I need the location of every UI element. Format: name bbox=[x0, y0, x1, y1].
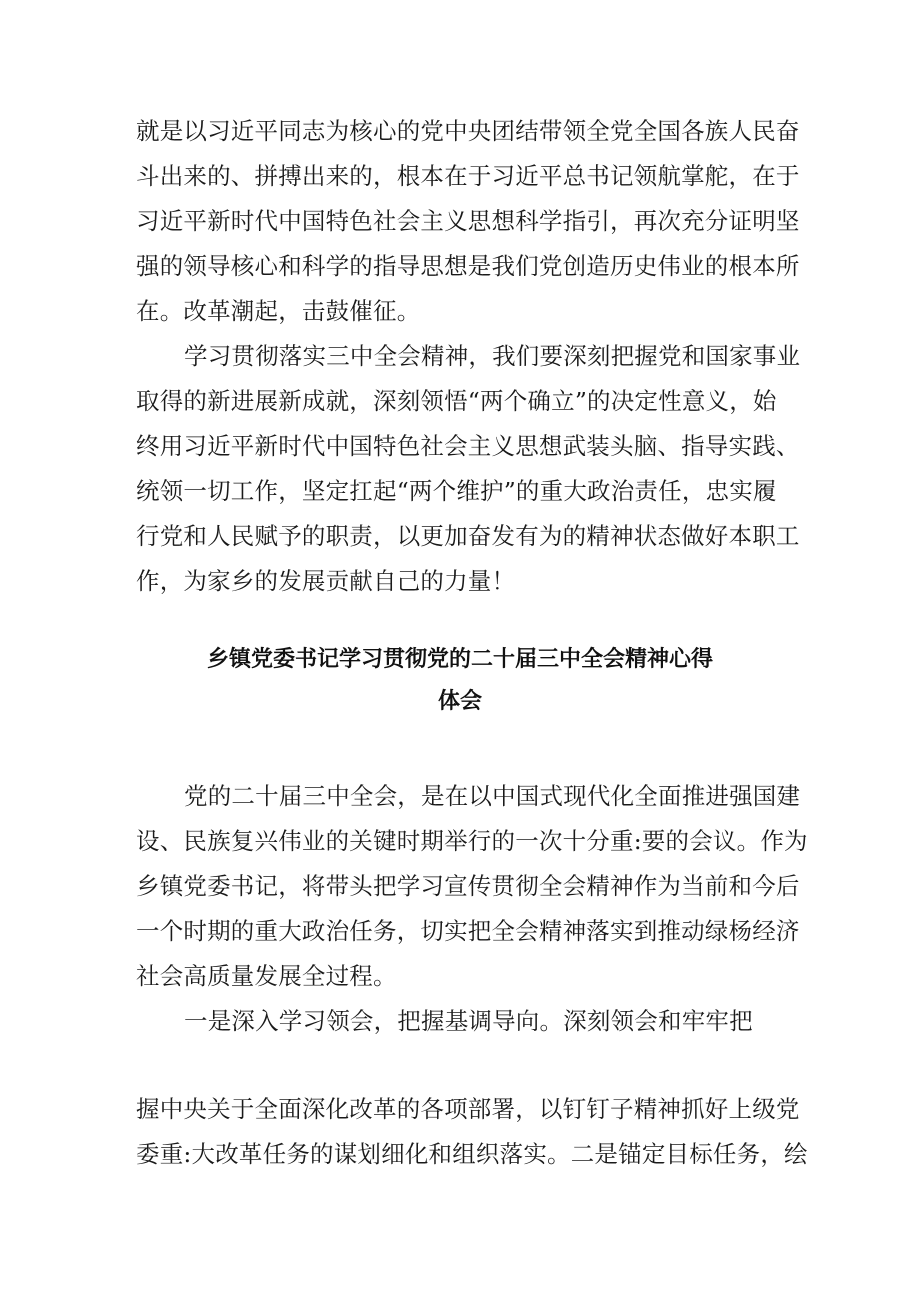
text-line: 握中央关于全面深化改革的各项部署，以钉钉子精神抓好上级党 bbox=[136, 1095, 800, 1123]
text-line: 一个时期的重大政治任务，切实把全会精神落实到推动绿杨经济 bbox=[136, 917, 800, 945]
text-line: 学习贯彻落实三中全会精神，我们要深刻把握党和国家事业 bbox=[184, 342, 801, 370]
text-line: 作，为家乡的发展贡献自己的力量！ bbox=[136, 567, 516, 595]
article-title-line-1: 乡镇党委书记学习贯彻党的二十届三中全会精神心得 bbox=[206, 647, 713, 672]
article-title-line-2: 体会 bbox=[437, 689, 482, 714]
text-line: 斗出来的、拼搏出来的，根本在于习近平总书记领航掌舵，在于 bbox=[136, 162, 800, 190]
text-line: 统领一切工作，坚定扛起“两个维护”的重大政治责任，忠实履 bbox=[136, 477, 777, 505]
text-line: 习近平新时代中国特色社会主义思想科学指引，再次充分证明坚 bbox=[136, 207, 800, 235]
text-line: 社会高质量发展全过程。 bbox=[136, 962, 397, 990]
text-line: 在。改革潮起，击鼓催征。 bbox=[136, 297, 421, 325]
text-line: 设、民族复兴伟业的关键时期举行的一次十分重:要的会议。作为 bbox=[136, 827, 808, 855]
text-line: 终用习近平新时代中国特色社会主义思想武装头脑、指导实践、 bbox=[136, 432, 800, 460]
text-line: 党的二十届三中全会，是在以中国式现代化全面推进强国建 bbox=[184, 782, 801, 810]
text-line: 一是深入学习领会，把握基调导向。深刻领会和牢牢把 bbox=[184, 1007, 753, 1035]
text-line: 取得的新进展新成就，深刻领悟“两个确立”的决定性意义，始 bbox=[136, 387, 777, 415]
text-line: 强的领导核心和科学的指导思想是我们党创造历史伟业的根本所 bbox=[136, 252, 800, 280]
text-line: 乡镇党委书记，将带头把学习宣传贯彻全会精神作为当前和今后 bbox=[136, 872, 800, 900]
text-line: 行党和人民赋予的职责，以更加奋发有为的精神状态做好本职工 bbox=[136, 522, 800, 550]
text-line: 就是以习近平同志为核心的党中央团结带领全党全国各族人民奋 bbox=[136, 117, 800, 145]
text-line: 委重:大改革任务的谋划细化和组织落实。二是锚定目标任务，绘 bbox=[136, 1140, 808, 1168]
